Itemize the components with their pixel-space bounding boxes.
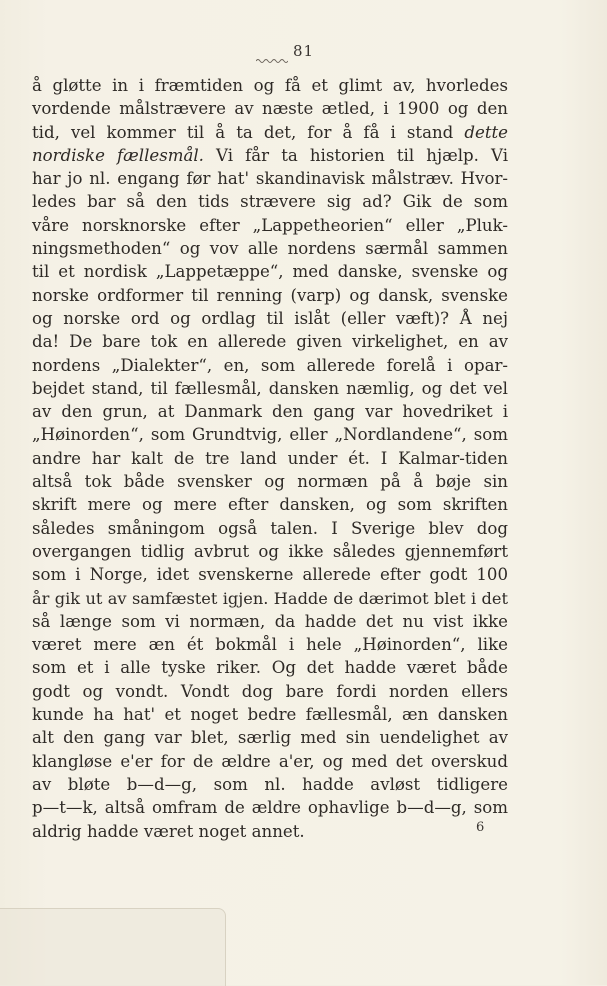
line-text: kunde ha hat' et noget bedre fællesmål, æn dansken	[32, 705, 508, 725]
text-line	[32, 121, 508, 144]
line-text: som i Norge, idet svenskerne allerede efter godt 100	[32, 565, 508, 585]
line-text: skrift mere og mere efter dansken, og som skriften	[32, 495, 508, 515]
text-line	[32, 400, 508, 423]
text-line	[32, 703, 508, 726]
text-line	[32, 517, 508, 540]
text-line	[32, 237, 508, 260]
line-text: så længe som vi normæn, da hadde det nu vist ikke	[32, 611, 508, 631]
line-text: som et i alle tyske riker. Og det hadde været både	[32, 658, 508, 678]
line-text: således småningom også talen. I Sverige blev dog	[32, 518, 508, 538]
text-line	[32, 493, 508, 516]
line-text: bejdet stand, til fællesmål, dansken næmlig, og det vel	[32, 378, 508, 398]
page-corner-shadow	[0, 908, 226, 986]
line-text: andre har kalt de tre land under ét. I Kalmar-tiden	[32, 448, 508, 468]
text-line	[32, 680, 508, 703]
text-line	[32, 563, 508, 586]
text-line	[32, 447, 508, 470]
text-line	[32, 540, 508, 563]
text-line	[32, 284, 508, 307]
text-line	[32, 470, 508, 493]
italic-text: dette	[464, 122, 508, 142]
text-line	[32, 190, 508, 213]
line-text: vordende målstrævere av næste ætled, i 1900 og den	[32, 99, 508, 119]
italic-text: nordiske fællesmål.	[32, 145, 204, 165]
line-text: godt og vondt. Vondt dog bare fordi norden ellers	[32, 681, 508, 701]
page-number: 81	[292, 42, 315, 60]
line-text: og norske ord og ordlag til islåt (eller væft)? Å nej	[32, 308, 508, 328]
text-line	[32, 167, 508, 190]
text-line	[32, 726, 508, 749]
line-text: norske ordformer til renning (varp) og dansk, svenske	[32, 285, 508, 305]
line-text: nordens „Dialekter“, en, som allerede forelå i opar-	[32, 355, 508, 375]
line-text: år gik ut av samfæstet igjen. Hadde de dærimot blet i det	[32, 588, 508, 608]
text-line	[32, 330, 508, 353]
text-line	[32, 74, 508, 97]
line-text: ningsmethoden“ og vov alle nordens særmål sammen	[32, 239, 508, 259]
text-line	[32, 214, 508, 237]
line-text: klangløse e'er for de ældre a'er, og med det overskud	[32, 751, 508, 771]
line-text: „Høinorden“, som Grundtvig, eller „Nordlandene“, som	[32, 425, 508, 445]
text-line	[32, 587, 508, 610]
text-line	[32, 307, 508, 330]
text-line	[32, 377, 508, 400]
text-line	[32, 750, 508, 773]
line-text: overgangen tidlig avbrut og ikke således gjennemført	[32, 541, 508, 561]
line-text: været mere æn ét bokmål i hele „Høinorden“, like	[32, 635, 508, 655]
page-number-ornament	[256, 58, 288, 64]
line-text: har jo nl. engang før hat' skandinavisk målstræv. Hvor-	[32, 169, 508, 189]
line-text: av den grun, at Danmark den gang var hovedriket i	[32, 402, 508, 422]
line-text: av bløte b—d—g, som nl. hadde avløst tidligere	[32, 774, 508, 794]
signature-mark: 6	[476, 820, 485, 835]
line-text: tid, vel kommer til å ta det, for å få i stand	[32, 122, 465, 142]
line-text: å gløtte in i fræmtiden og få et glimt av, hvorledes	[32, 76, 508, 95]
text-line	[32, 354, 508, 377]
line-text: aldrig hadde været noget annet.	[32, 821, 305, 841]
text-line	[32, 796, 508, 819]
line-text: alt den gang var blet, særlig med sin uendelighet av	[32, 728, 508, 748]
line-text: ledes bar så den tids strævere sig ad? Gik de som	[32, 192, 508, 212]
text-line	[32, 610, 508, 633]
line-text: p—t—k, altså omfram de ældre ophavlige b—d—g, som	[32, 798, 508, 818]
text-line	[32, 820, 508, 843]
text-line	[32, 423, 508, 446]
line-text: til et nordisk „Lappetæppe“, med danske, svenske og	[32, 262, 508, 282]
text-line	[32, 656, 508, 679]
line-text: da! De bare tok en allerede given virkelighet, en av	[32, 332, 508, 352]
body-text	[32, 74, 508, 843]
line-text: Vi får ta historien til hjælp. Vi	[203, 145, 508, 165]
text-line	[32, 97, 508, 120]
text-line	[32, 773, 508, 796]
text-line	[32, 260, 508, 283]
text-line	[32, 633, 508, 656]
text-line	[32, 144, 508, 167]
line-text: våre norsknorske efter „Lappetheorien“ eller „Pluk-	[32, 215, 508, 235]
line-text: altså tok både svensker og normæn på å bøje sin	[32, 472, 508, 492]
